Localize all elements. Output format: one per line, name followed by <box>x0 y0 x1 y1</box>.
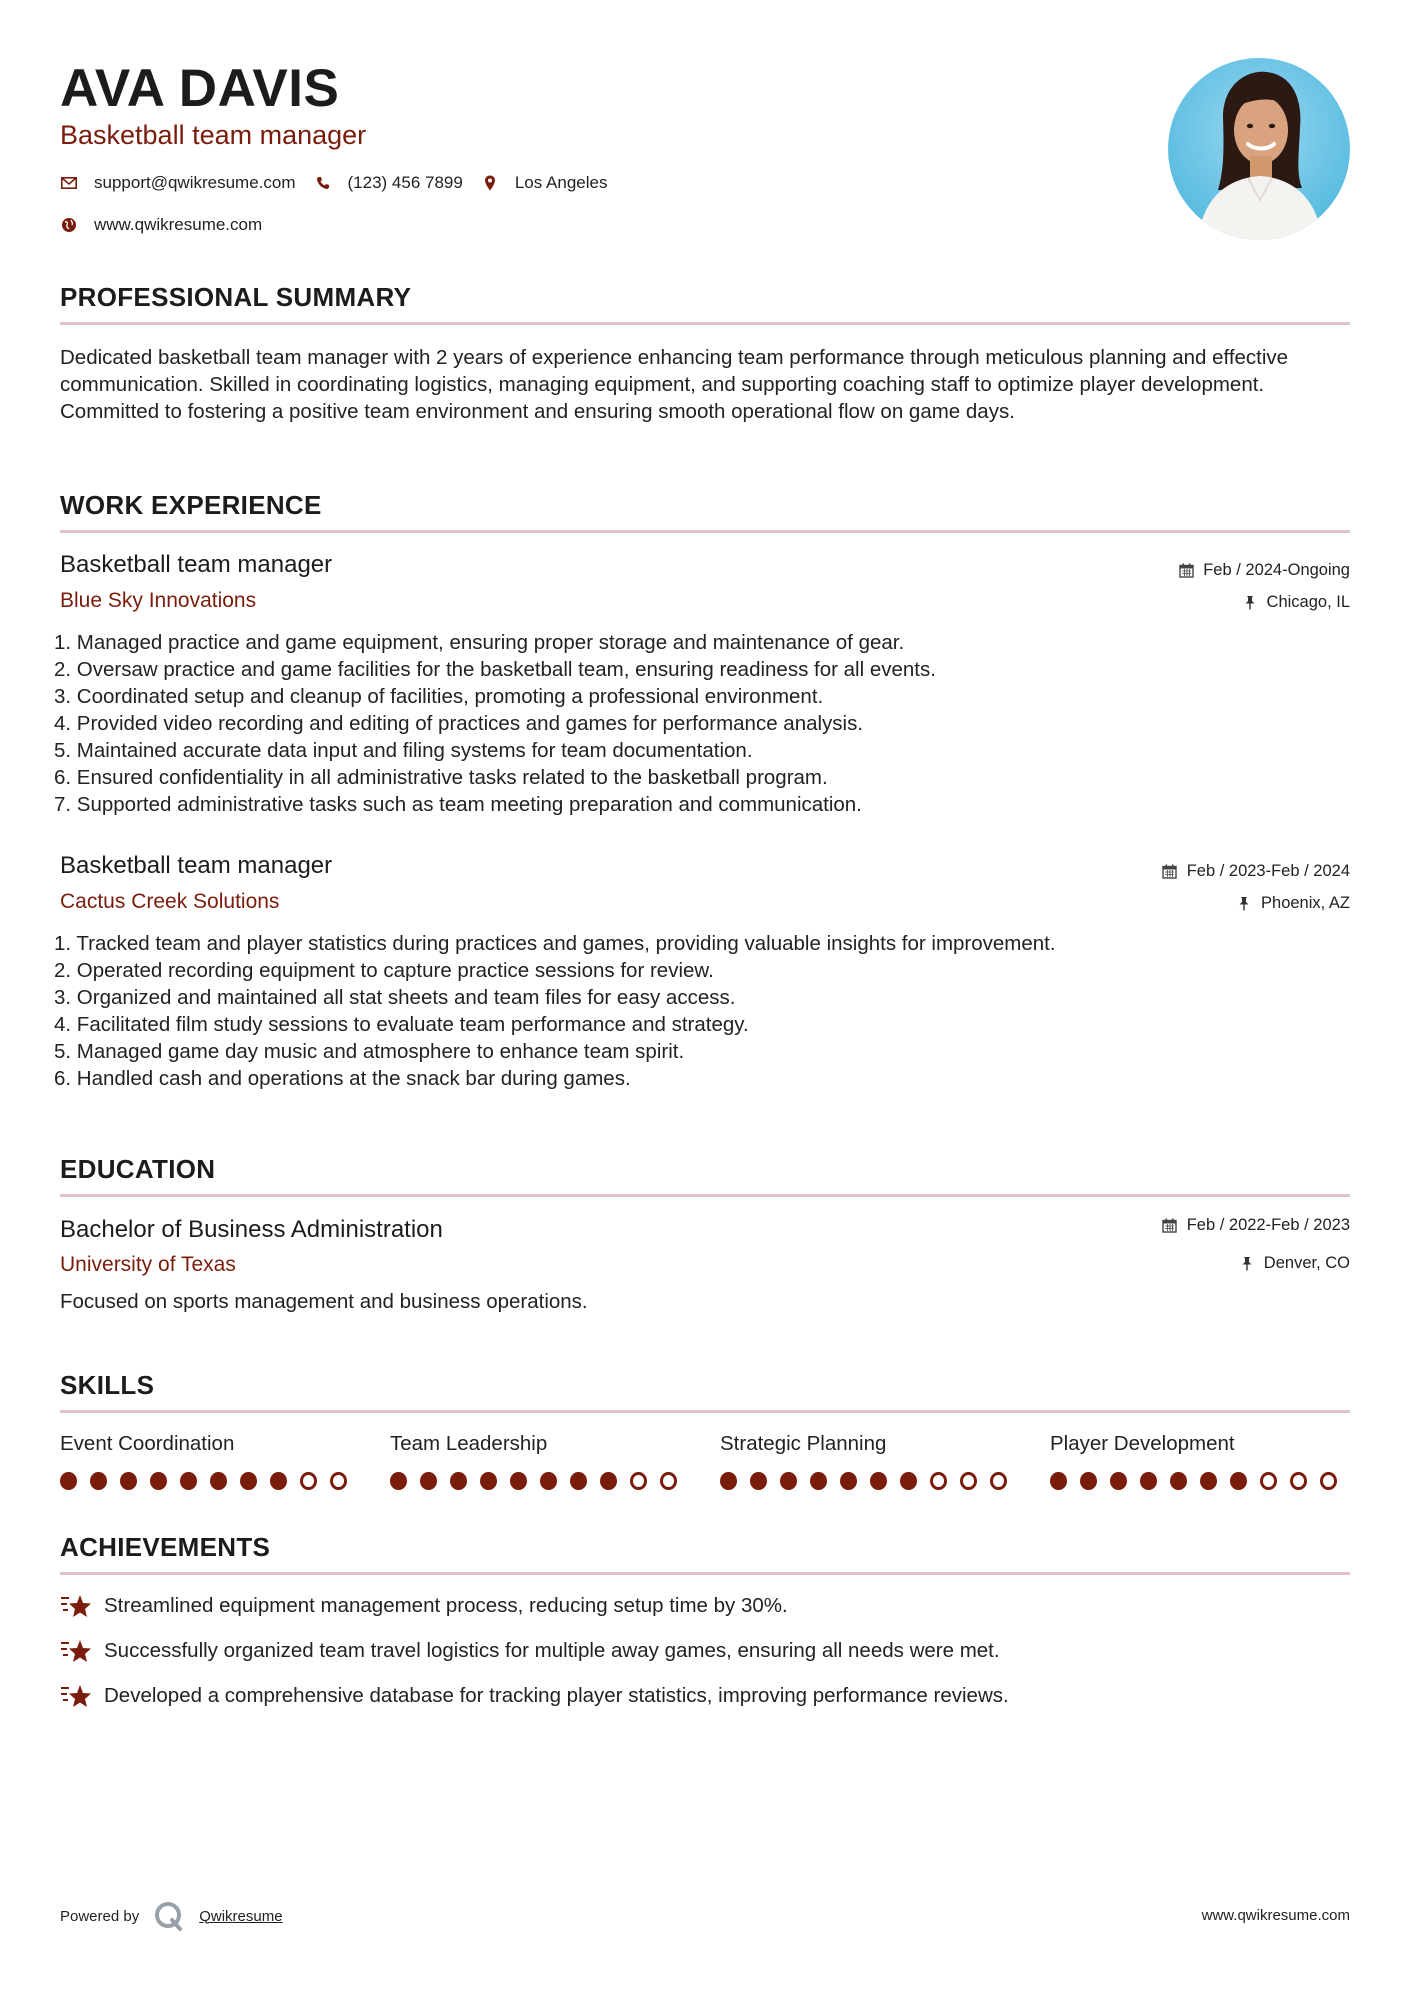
dates-text: Feb / 2023-Feb / 2024 <box>1186 862 1350 880</box>
rating-dot-filled <box>150 1472 167 1490</box>
rating-dot-filled <box>90 1472 107 1490</box>
rating-dot-filled <box>390 1472 407 1490</box>
skill-rating <box>60 1472 360 1490</box>
rating-dot-filled <box>210 1472 227 1490</box>
skills-heading: SKILLS <box>60 1370 155 1400</box>
contact-location <box>481 173 608 193</box>
candidate-role: Basketball team manager <box>60 120 367 150</box>
experience-divider <box>60 530 1350 533</box>
job-dates <box>1162 862 1350 881</box>
skill-name: Team Leadership <box>390 1432 548 1455</box>
brand-link[interactable]: Qwikresume <box>199 1907 283 1925</box>
rating-dot-filled <box>1140 1472 1157 1490</box>
job-location <box>1236 894 1350 913</box>
dates-text: Feb / 2022-Feb / 2023 <box>1186 1216 1350 1234</box>
contact-website <box>60 215 262 235</box>
skill-item <box>1050 1432 1350 1490</box>
rating-dot-filled <box>60 1472 77 1490</box>
experience-heading: WORK EXPERIENCE <box>60 490 322 520</box>
education-description: Focused on sports management and business operations. <box>60 1290 588 1313</box>
rating-dot-empty <box>930 1472 947 1490</box>
rating-dot-filled <box>900 1472 917 1490</box>
job-bullets <box>54 930 1354 1092</box>
rating-dot-filled <box>1110 1472 1127 1490</box>
achievement-text: Developed a comprehensive database for tracking player statistics, improving performance reviews. <box>104 1684 1009 1707</box>
pushpin-icon <box>1242 595 1258 611</box>
list-item: 4. Facilitated film study sessions to evaluate team performance and strategy. <box>54 1013 749 1036</box>
achievement-item <box>60 1682 1009 1710</box>
email-text[interactable]: support@qwikresume.com <box>94 173 296 192</box>
rating-dot-empty <box>990 1472 1007 1490</box>
footer-website[interactable]: www.qwikresume.com <box>1201 1907 1350 1924</box>
phone-icon <box>314 174 332 192</box>
education-dates <box>1162 1216 1350 1235</box>
job-dates <box>1178 561 1350 580</box>
achievement-text: Successfully organized team travel logistics for multiple away games, ensuring all needs were met. <box>104 1639 1000 1662</box>
rating-dot-empty <box>1290 1472 1307 1490</box>
website-text[interactable]: www.qwikresume.com <box>94 215 263 234</box>
rating-dot-filled <box>450 1472 467 1490</box>
job-location <box>1242 593 1350 612</box>
location-text: Chicago, IL <box>1266 593 1350 611</box>
list-item: 1. Tracked team and player statistics during practices and games, providing valuable insights for improvement. <box>54 932 1056 955</box>
education-heading: EDUCATION <box>60 1154 216 1184</box>
list-item: 6. Handled cash and operations at the snack bar during games. <box>54 1067 631 1090</box>
rating-dot-empty <box>330 1472 347 1490</box>
rating-dot-filled <box>480 1472 497 1490</box>
qwikresume-logo-icon <box>153 1900 185 1932</box>
rating-dot-filled <box>600 1472 617 1490</box>
profile-photo <box>1168 58 1350 240</box>
pushpin-icon <box>1239 1256 1255 1272</box>
rating-dot-filled <box>870 1472 887 1490</box>
list-item: 5. Managed game day music and atmosphere to enhance team spirit. <box>54 1040 685 1063</box>
calendar-icon <box>1178 563 1194 579</box>
star-achievement-icon <box>60 1682 92 1710</box>
summary-divider <box>60 322 1350 325</box>
skill-rating <box>720 1472 1020 1490</box>
star-achievement-icon <box>60 1592 92 1620</box>
rating-dot-filled <box>510 1472 527 1490</box>
list-item: 1. Managed practice and game equipment, ensuring proper storage and maintenance of gear. <box>54 631 905 654</box>
achievement-item <box>60 1637 1000 1665</box>
list-item: 2. Oversaw practice and game facilities for the basketball team, ensuring readiness for all events. <box>54 658 936 681</box>
rating-dot-filled <box>420 1472 437 1490</box>
rating-dot-filled <box>780 1472 797 1490</box>
rating-dot-filled <box>120 1472 137 1490</box>
rating-dot-empty <box>1320 1472 1337 1490</box>
school-name: University of Texas <box>60 1253 236 1276</box>
rating-dot-empty <box>630 1472 647 1490</box>
job-title: Basketball team manager <box>60 551 333 578</box>
summary-text: Dedicated basketball team manager with 2 years of experience enhancing team performance through meticulous planning and effective communication. Skilled in coordinating logistics, managing equipment, and supporting coaching staff to optimize player development. Committed to fostering a positive team environment and ensuring smooth operational flow on game days. <box>60 346 1289 423</box>
rating-dot-filled <box>720 1472 737 1490</box>
achievement-item <box>60 1592 788 1620</box>
rating-dot-empty <box>960 1472 977 1490</box>
footer-powered-by <box>60 1900 283 1932</box>
rating-dot-filled <box>750 1472 767 1490</box>
list-item: 6. Ensured confidentiality in all administrative tasks related to the basketball program. <box>54 766 828 789</box>
skill-rating <box>1050 1472 1350 1490</box>
calendar-icon <box>1162 1218 1178 1234</box>
rating-dot-filled <box>270 1472 287 1490</box>
company-name: Cactus Creek Solutions <box>60 890 280 913</box>
achievements-divider <box>60 1572 1350 1575</box>
skill-name: Event Coordination <box>60 1432 235 1455</box>
job-bullets <box>54 629 1354 818</box>
skill-item <box>720 1432 1020 1490</box>
list-item: 7. Supported administrative tasks such as team meeting preparation and communication. <box>54 793 862 816</box>
location-text: Denver, CO <box>1263 1254 1350 1272</box>
rating-dot-filled <box>1200 1472 1217 1490</box>
rating-dot-filled <box>540 1472 557 1490</box>
achievement-text: Streamlined equipment management process, reducing setup time by 30%. <box>104 1594 788 1617</box>
summary-heading: PROFESSIONAL SUMMARY <box>60 282 412 312</box>
rating-dot-filled <box>180 1472 197 1490</box>
map-pin-icon <box>481 174 499 192</box>
achievements-heading: ACHIEVEMENTS <box>60 1532 271 1562</box>
contact-email <box>60 173 296 193</box>
rating-dot-filled <box>1230 1472 1247 1490</box>
contact-row-primary <box>60 173 625 193</box>
list-item: 2. Operated recording equipment to capture practice sessions for review. <box>54 959 714 982</box>
dates-text: Feb / 2024-Ongoing <box>1203 561 1350 579</box>
contact-phone <box>314 173 463 193</box>
skills-divider <box>60 1410 1350 1413</box>
rating-dot-filled <box>1050 1472 1067 1490</box>
rating-dot-filled <box>840 1472 857 1490</box>
calendar-icon <box>1162 864 1178 880</box>
rating-dot-filled <box>240 1472 257 1490</box>
degree-title: Bachelor of Business Administration <box>60 1216 443 1243</box>
company-name: Blue Sky Innovations <box>60 589 257 612</box>
rating-dot-filled <box>1170 1472 1187 1490</box>
education-divider <box>60 1194 1350 1197</box>
phone-text: (123) 456 7899 <box>347 173 463 192</box>
skill-item <box>390 1432 690 1490</box>
rating-dot-filled <box>810 1472 827 1490</box>
star-achievement-icon <box>60 1637 92 1665</box>
location-text: Phoenix, AZ <box>1261 894 1350 912</box>
candidate-name: AVA DAVIS <box>60 59 340 118</box>
list-item: 3. Coordinated setup and cleanup of facilities, promoting a professional environment. <box>54 685 824 708</box>
powered-by-label: Powered by <box>60 1907 140 1925</box>
job-title: Basketball team manager <box>60 852 333 879</box>
education-location <box>1239 1254 1350 1273</box>
list-item: 4. Provided video recording and editing of practices and games for performance analysis. <box>54 712 864 735</box>
rating-dot-filled <box>570 1472 587 1490</box>
rating-dot-empty <box>300 1472 317 1490</box>
contact-row-secondary <box>60 215 280 235</box>
rating-dot-empty <box>1260 1472 1277 1490</box>
rating-dot-filled <box>1080 1472 1097 1490</box>
list-item: 5. Maintained accurate data input and filing systems for team documentation. <box>54 739 753 762</box>
skill-rating <box>390 1472 690 1490</box>
pushpin-icon <box>1236 896 1252 912</box>
skill-item <box>60 1432 360 1490</box>
rating-dot-empty <box>660 1472 677 1490</box>
skill-name: Strategic Planning <box>720 1432 887 1455</box>
location-text: Los Angeles <box>514 173 608 192</box>
globe-icon <box>60 216 78 234</box>
skill-name: Player Development <box>1050 1432 1235 1455</box>
envelope-icon <box>60 174 78 192</box>
list-item: 3. Organized and maintained all stat sheets and team files for easy access. <box>54 986 736 1009</box>
